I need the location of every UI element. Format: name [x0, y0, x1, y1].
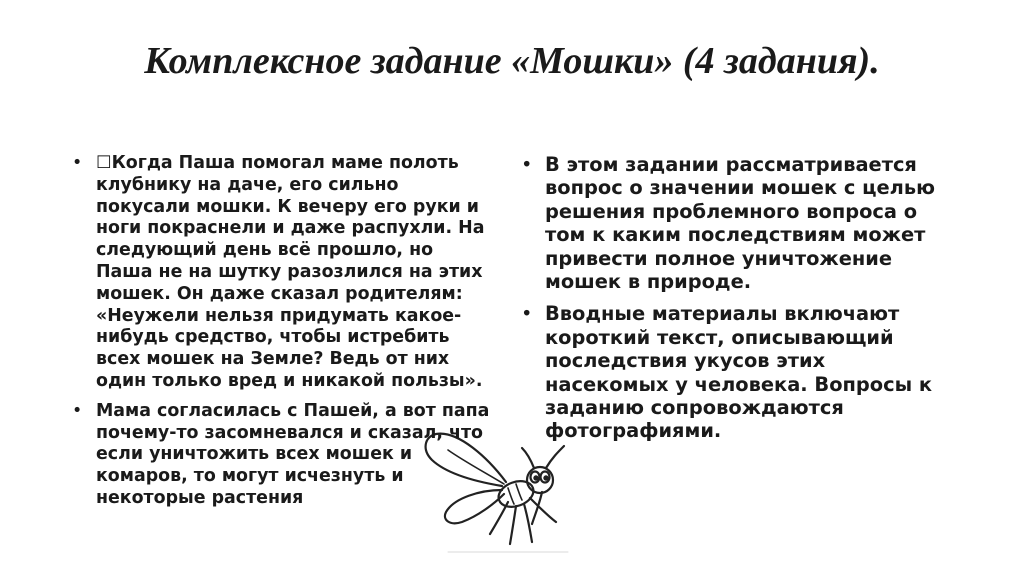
- left-bullet-text: ☐Когда Паша помогал маме полоть клубнику на даче, его сильно покусали мошки. К вечеру его руки и ноги покраснели и даже распухли. На следующий день всё прошло, но Паша не на шутку разозлился на этих мошек. Он даже сказал родителям: «Неужели нельзя придумать какое-нибудь средство, чтобы истребить всех мошек на Земле? Ведь от них один только вред и никакой пользы».: [96, 153, 485, 391]
- left-bullet-item: [72, 401, 492, 510]
- body-stripe-2: [516, 484, 522, 500]
- right-bullet-item: [521, 153, 951, 293]
- leg-2: [510, 506, 516, 544]
- leg-3: [524, 504, 532, 542]
- left-bullet-text: Мама согласилась с Пашей, а вот папа почему-то засомневался и сказал, что если уничтожить всех мошек и комаров, то могут исчезнуть и некоторые растения: [96, 400, 490, 508]
- leg-1: [490, 502, 508, 534]
- bullet-icon: •: [521, 153, 533, 176]
- right-bullet-text: В этом задании рассматривается вопрос о значении мошек с целью решения проблемного вопроса о том к каким последствиям может привести полное уничтожение мошек в природе.: [545, 153, 935, 294]
- right-text-column: [521, 153, 951, 452]
- right-bullet-text: Вводные материалы включают короткий текст, описывающий последствия укусов этих насекомых у человека. Вопросы к заданию сопровождаются фотографиями.: [545, 302, 933, 443]
- left-bullet-item: [72, 153, 492, 393]
- slide-title: Комплексное задание «Мошки» (4 задания).: [144, 40, 880, 82]
- antenna-left: [522, 448, 534, 468]
- bullet-icon: •: [521, 302, 533, 326]
- antenna-right: [546, 446, 564, 468]
- bullet-icon: •: [72, 153, 83, 173]
- bullet-icon: •: [72, 400, 83, 421]
- left-text-column: [72, 153, 492, 518]
- right-bullet-item: [521, 302, 951, 442]
